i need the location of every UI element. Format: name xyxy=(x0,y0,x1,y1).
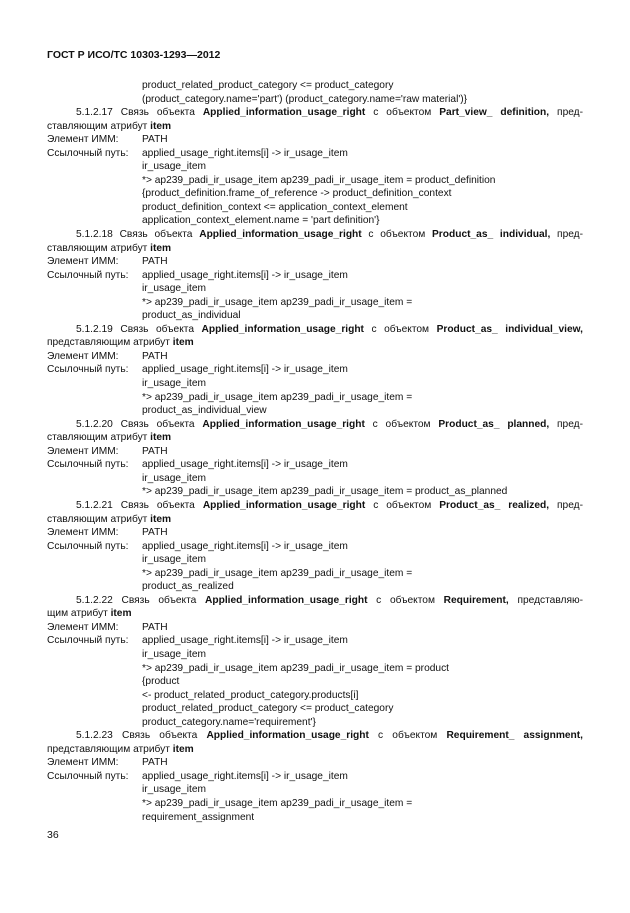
field-label: Ссылочный путь: xyxy=(47,540,129,552)
clause-text: представляющим атрибут xyxy=(47,743,173,755)
clause-connector: с объектом xyxy=(367,594,444,606)
field-label: Элемент ИММ: xyxy=(47,350,119,362)
field-value: PATH xyxy=(142,527,168,539)
field-value: PATH xyxy=(142,445,168,457)
path-text: *> ap239_padi_ir_usage_item ap239_padi_ir_usage_item = product_definition xyxy=(142,174,496,186)
field-line xyxy=(47,147,583,161)
path-line xyxy=(47,377,583,391)
field-line xyxy=(47,540,583,554)
entity-name: Applied_information_usage_right xyxy=(205,594,368,606)
field-label: Элемент ИММ: xyxy=(47,256,119,268)
target-entity-name: Product_as_ planned, xyxy=(438,418,550,430)
clause-continuation-line xyxy=(47,743,583,757)
path-line xyxy=(47,689,583,703)
page-number: 36 xyxy=(47,829,59,841)
field-line xyxy=(47,526,583,540)
path-text: *> ap239_padi_ir_usage_item ap239_padi_ir_usage_item = product xyxy=(142,662,449,674)
clause-heading xyxy=(47,594,583,608)
field-line xyxy=(47,445,583,459)
path-text: product_related_product_category <= product_category xyxy=(142,703,394,715)
target-entity-name: Requirement, xyxy=(443,594,509,606)
path-text: *> ap239_padi_ir_usage_item ap239_padi_ir_usage_item = xyxy=(142,567,413,579)
path-line xyxy=(47,553,583,567)
field-value: applied_usage_right.items[i] -> ir_usage_item xyxy=(142,459,348,471)
attribute-name: item xyxy=(172,743,194,755)
field-label: Элемент ИММ: xyxy=(47,757,119,769)
clause-continuation: пред- xyxy=(549,499,583,511)
path-line xyxy=(47,174,583,188)
path-text: ir_usage_item xyxy=(142,472,206,484)
path-text: (product_category.name='part') (product_category.name='raw material')} xyxy=(142,93,468,105)
field-value: applied_usage_right.items[i] -> ir_usage_item xyxy=(142,540,348,552)
clause-connector: с объектом xyxy=(361,229,433,241)
clause-text: ставляющим атрибут xyxy=(47,513,151,525)
clause-continuation: представляю- xyxy=(508,594,583,606)
field-value: PATH xyxy=(142,350,168,362)
path-text: <- product_related_product_category.products[i] xyxy=(142,689,359,701)
clause-heading xyxy=(47,729,583,743)
clause-heading xyxy=(47,228,583,242)
entity-name: Applied_information_usage_right xyxy=(202,107,366,119)
clause-continuation-line xyxy=(47,607,583,621)
path-text: *> ap239_padi_ir_usage_item ap239_padi_ir_usage_item = xyxy=(142,797,413,809)
entity-name: Applied_information_usage_right xyxy=(199,229,362,241)
field-label: Ссылочный путь: xyxy=(47,459,129,471)
clause-connector: с объектом xyxy=(365,499,440,511)
entity-name: Applied_information_usage_right xyxy=(206,730,369,742)
path-line xyxy=(47,391,583,405)
path-line xyxy=(47,648,583,662)
path-line xyxy=(47,404,583,418)
field-line xyxy=(47,634,583,648)
clause-text: ставляющим атрибут xyxy=(47,432,151,444)
path-line xyxy=(47,214,583,228)
field-value: PATH xyxy=(142,134,168,146)
attribute-name: item xyxy=(150,120,172,132)
path-line xyxy=(47,309,583,323)
path-line xyxy=(47,580,583,594)
target-entity-name: Product_as_ realized, xyxy=(439,499,550,511)
target-entity-name: Requirement_ assignment, xyxy=(446,730,583,742)
field-label: Элемент ИММ: xyxy=(47,621,119,633)
path-text: requirement_assignment xyxy=(142,811,255,823)
clause-heading xyxy=(47,323,583,337)
field-value: applied_usage_right.items[i] -> ir_usage_item xyxy=(142,364,348,376)
clause-text: ставляющим атрибут xyxy=(47,242,151,254)
path-line xyxy=(47,201,583,215)
field-value: PATH xyxy=(142,757,168,769)
field-line xyxy=(47,269,583,283)
path-text: ir_usage_item xyxy=(142,554,206,566)
clause-connector: с объектом xyxy=(363,323,437,335)
field-value: PATH xyxy=(142,621,168,633)
attribute-name: item xyxy=(150,242,172,254)
clause-continuation-line xyxy=(47,242,583,256)
field-label: Элемент ИММ: xyxy=(47,445,119,457)
clause-text: представляющим атрибут xyxy=(47,337,173,349)
target-entity-name: Product_as_ individual_view, xyxy=(436,323,583,335)
field-value: applied_usage_right.items[i] -> ir_usage_item xyxy=(142,269,348,281)
attribute-name: item xyxy=(172,337,194,349)
field-line xyxy=(47,458,583,472)
field-label: Ссылочный путь: xyxy=(47,770,129,782)
field-label: Элемент ИММ: xyxy=(47,527,119,539)
clause-continuation: пред- xyxy=(550,229,583,241)
clause-connector: с объектом xyxy=(368,730,447,742)
path-text: product_definition_context <= application_context_element xyxy=(142,201,408,213)
field-line xyxy=(47,255,583,269)
path-line xyxy=(47,811,583,825)
clause-heading xyxy=(47,418,583,432)
path-text: product_as_individual xyxy=(142,310,241,322)
target-entity-name: Part_view_ definition, xyxy=(439,107,550,119)
path-text: ir_usage_item xyxy=(142,283,206,295)
path-text: product_as_individual_view xyxy=(142,405,267,417)
field-label: Ссылочный путь: xyxy=(47,147,129,159)
clause-heading xyxy=(47,106,583,120)
field-line xyxy=(47,770,583,784)
clause-continuation-line xyxy=(47,336,583,350)
path-line xyxy=(47,93,583,107)
clause-text: ставляющим атрибут xyxy=(47,120,151,132)
entity-name: Applied_information_usage_right xyxy=(202,499,366,511)
path-line xyxy=(47,282,583,296)
clause-continuation: пред- xyxy=(549,107,583,119)
path-line xyxy=(47,783,583,797)
attribute-name: item xyxy=(150,432,172,444)
path-line xyxy=(47,702,583,716)
path-text: ir_usage_item xyxy=(142,161,206,173)
field-line xyxy=(47,756,583,770)
field-line xyxy=(47,350,583,364)
field-value: applied_usage_right.items[i] -> ir_usage_item xyxy=(142,147,348,159)
attribute-name: item xyxy=(110,608,132,620)
entity-name: Applied_information_usage_right xyxy=(201,323,364,335)
path-line xyxy=(47,296,583,310)
field-value: PATH xyxy=(142,256,168,268)
clause-heading xyxy=(47,499,583,513)
field-line xyxy=(47,621,583,635)
clause-number: 5.1.2.22 Связь объекта xyxy=(76,594,206,606)
path-text: ir_usage_item xyxy=(142,784,206,796)
field-value: applied_usage_right.items[i] -> ir_usage_item xyxy=(142,635,348,647)
path-text: {product xyxy=(142,676,180,688)
field-line xyxy=(47,363,583,377)
clause-continuation-line xyxy=(47,431,583,445)
clause-number: 5.1.2.21 Связь объекта xyxy=(76,499,203,511)
path-line xyxy=(47,485,583,499)
clause-connector: с объектом xyxy=(364,418,439,430)
attribute-name: item xyxy=(150,513,172,525)
path-text: {product_definition.frame_of_reference -> product_definition_context xyxy=(142,188,452,200)
document-body xyxy=(47,79,583,824)
path-text: product_related_product_category <= product_category xyxy=(142,80,394,91)
clause-number: 5.1.2.18 Связь объекта xyxy=(76,229,200,241)
path-text: ir_usage_item xyxy=(142,378,206,390)
clause-connector: с объектом xyxy=(365,107,440,119)
field-label: Элемент ИММ: xyxy=(47,134,119,146)
path-text: product_category.name='requirement'} xyxy=(142,716,316,728)
clause-number: 5.1.2.20 Связь объекта xyxy=(76,418,203,430)
target-entity-name: Product_as_ individual, xyxy=(432,229,551,241)
clause-continuation-line xyxy=(47,513,583,527)
path-line xyxy=(47,79,583,93)
field-label: Ссылочный путь: xyxy=(47,364,129,376)
path-text: ir_usage_item xyxy=(142,648,206,660)
field-label: Ссылочный путь: xyxy=(47,269,129,281)
clause-continuation-line xyxy=(47,120,583,134)
field-line xyxy=(47,133,583,147)
path-line xyxy=(47,797,583,811)
field-label: Ссылочный путь: xyxy=(47,635,129,647)
path-text: *> ap239_padi_ir_usage_item ap239_padi_ir_usage_item = product_as_planned xyxy=(142,486,508,498)
clause-text: щим атрибут xyxy=(47,608,111,620)
running-header: ГОСТ Р ИСО/ТС 10303-1293—2012 xyxy=(47,49,221,61)
path-line xyxy=(47,160,583,174)
path-line xyxy=(47,472,583,486)
field-value: applied_usage_right.items[i] -> ir_usage_item xyxy=(142,770,348,782)
path-text: application_context_element.name = 'part definition'} xyxy=(142,215,380,227)
path-line xyxy=(47,675,583,689)
clause-continuation: пред- xyxy=(549,418,583,430)
clause-number: 5.1.2.19 Связь объекта xyxy=(76,323,202,335)
path-line xyxy=(47,187,583,201)
clause-number: 5.1.2.23 Связь объекта xyxy=(76,730,207,742)
path-text: *> ap239_padi_ir_usage_item ap239_padi_ir_usage_item = xyxy=(142,296,413,308)
path-text: product_as_realized xyxy=(142,581,234,593)
path-line xyxy=(47,662,583,676)
path-line xyxy=(47,716,583,730)
path-line xyxy=(47,567,583,581)
clause-number: 5.1.2.17 Связь объекта xyxy=(76,107,203,119)
entity-name: Applied_information_usage_right xyxy=(202,418,365,430)
path-text: *> ap239_padi_ir_usage_item ap239_padi_ir_usage_item = xyxy=(142,391,413,403)
